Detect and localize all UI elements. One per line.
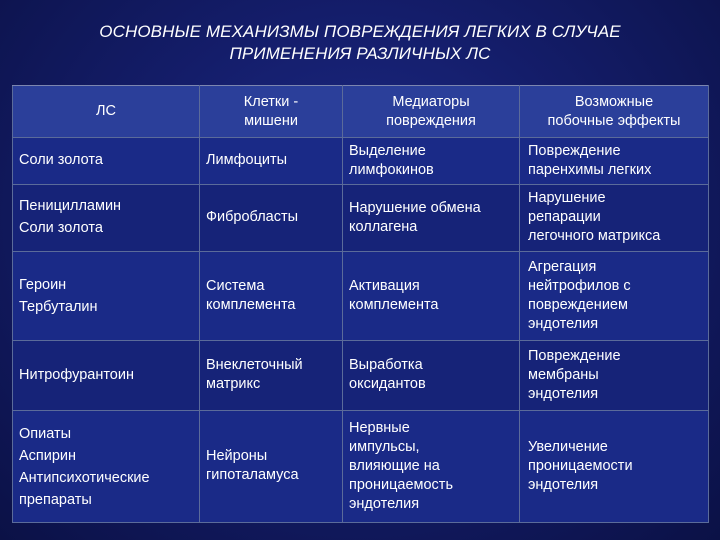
effect-text: легочного матрикса [528, 228, 661, 245]
drug-name: Тербуталин [19, 298, 98, 315]
effect-text: репарации [528, 209, 601, 226]
target-text: Нейроны [206, 448, 268, 465]
effect-text: Агрегация [528, 259, 597, 276]
effect-text: Увеличение [528, 438, 608, 455]
drug-name: Соли золота [19, 152, 103, 169]
mediator-text: Нервные [349, 419, 410, 436]
effect-text: эндотелия [528, 316, 599, 333]
effect-text: эндотелия [528, 385, 599, 402]
target-cell [200, 138, 343, 185]
effect-text: Нарушение [528, 190, 606, 207]
drug-cell [13, 341, 200, 411]
header-line: побочные эффекты [547, 112, 681, 129]
mediator-text: комплемента [349, 297, 439, 314]
header-line: Медиаторы [392, 93, 470, 110]
effect-text: Повреждение [528, 142, 621, 159]
drug-name: Пеницилламин [19, 198, 122, 215]
header-target-cells [200, 86, 343, 138]
effect-text: эндотелия [528, 476, 599, 493]
target-text: Фибробласты [206, 209, 299, 226]
mediator-text: оксидантов [349, 376, 426, 393]
slide-title-line-2: ПРИМЕНЕНИЯ РАЗЛИЧНЫХ ЛС [229, 44, 491, 63]
target-text: Лимфоциты [206, 152, 288, 169]
target-text: матрикс [206, 376, 261, 393]
target-cell [200, 184, 343, 252]
drug-cell [13, 410, 200, 522]
target-text: Внеклеточный [206, 357, 303, 374]
table-row [13, 341, 709, 411]
drug-name: Аспирин [19, 448, 77, 465]
mediator-cell [343, 138, 520, 185]
header-line: ЛС [96, 103, 116, 119]
drug-cell [13, 252, 200, 341]
drug-cell [13, 138, 200, 185]
target-cell [200, 410, 343, 522]
drug-name: Соли золота [19, 220, 103, 237]
table-row [13, 252, 709, 341]
drug-name: препараты [19, 492, 92, 509]
header-line: Клетки - [243, 93, 299, 110]
effect-text: Повреждение [528, 347, 621, 364]
effect-cell [520, 341, 709, 411]
target-text: Система [206, 278, 265, 295]
mediator-text: коллагена [349, 218, 418, 235]
header-mediators [343, 86, 520, 138]
mediator-text: импульсы, [349, 438, 420, 455]
header-line: Возможные [574, 93, 654, 110]
mediator-text: проницаемость [349, 476, 453, 493]
mediator-text: влияющие на [349, 457, 440, 474]
header-line: мишени [244, 112, 298, 129]
mediator-text: Активация [349, 278, 420, 295]
effect-text: мембраны [528, 366, 599, 383]
target-text: комплемента [206, 297, 296, 314]
mediator-text: Выделение [349, 142, 426, 159]
table-header-row [13, 86, 709, 138]
table-row [13, 410, 709, 522]
effect-text: нейтрофилов с [528, 278, 631, 295]
slide-title-line-1: ОСНОВНЫЕ МЕХАНИЗМЫ ПОВРЕЖДЕНИЯ ЛЕГКИХ В СЛУЧАЕ [99, 22, 621, 41]
effect-cell [520, 410, 709, 522]
target-cell [200, 252, 343, 341]
drug-name: Опиаты [19, 426, 72, 443]
mediator-cell [343, 341, 520, 411]
header-line: повреждения [386, 112, 476, 129]
mediator-text: лимфокинов [349, 161, 434, 178]
mediator-cell [343, 410, 520, 522]
effect-text: повреждением [528, 297, 628, 314]
table-row [13, 138, 709, 185]
mediator-cell [343, 252, 520, 341]
mediator-text: эндотелия [349, 495, 420, 512]
effect-cell [520, 184, 709, 252]
mediator-cell [343, 184, 520, 252]
header-side-effects [520, 86, 709, 138]
slide-title [30, 21, 690, 65]
mediator-text: Выработка [349, 357, 423, 374]
mediator-text: Нарушение обмена [349, 199, 481, 216]
drug-name: Нитрофурантоин [19, 366, 134, 383]
drug-cell [13, 184, 200, 252]
header-drugs [13, 86, 200, 138]
effect-text: паренхимы легких [528, 161, 652, 178]
effect-text: проницаемости [528, 457, 633, 474]
drug-lung-injury-table [12, 85, 709, 523]
target-cell [200, 341, 343, 411]
drug-name: Героин [19, 276, 67, 293]
effect-cell [520, 252, 709, 341]
table-row [13, 184, 709, 252]
drug-name: Антипсихотические [19, 470, 150, 487]
effect-cell [520, 138, 709, 185]
target-text: гипоталамуса [206, 467, 299, 484]
